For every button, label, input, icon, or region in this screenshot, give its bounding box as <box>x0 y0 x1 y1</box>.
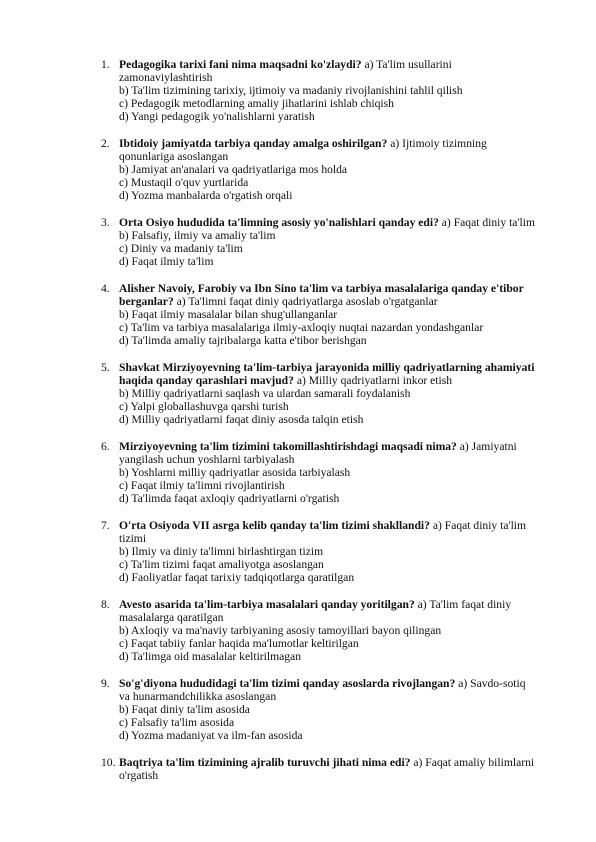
question-stem-line <box>119 453 561 466</box>
question-number: 4. <box>101 282 110 295</box>
answer-option: c) Pedagogik metodlarning amaliy jihatlarini ishlab chiqish <box>119 97 394 110</box>
answer-option: b) Ta'lim tizimining tarixiy, ijtimoiy va madaniy rivojlanishini tahlil qilish <box>119 84 463 97</box>
question-stem-text: masalalarga qaratilgan <box>119 611 224 624</box>
question-stem-line <box>119 611 561 624</box>
question-body <box>119 137 561 202</box>
question-stem-line <box>119 137 561 150</box>
answer-option: b) Faqat diniy ta'lim asosida <box>119 703 250 716</box>
answer-option: d) Yozma manbalarda o'rgatish orqali <box>119 189 293 202</box>
question-stem-bold: Mirziyoyevning ta'lim tizimini takomillashtirishdagi maqsadi nima? <box>119 440 457 453</box>
answer-option: c) Ta'lim va tarbiya masalalariga ilmiy-axloqiy nuqtai nazardan yondashganlar <box>119 321 484 334</box>
answer-option: b) Jamiyat an'analari va qadriyatlariga mos holda <box>119 163 348 176</box>
question-stem-line <box>119 361 561 374</box>
question-stem-text: a) Faqat amaliy bilimlarni <box>410 756 535 769</box>
question-number: 9. <box>101 677 110 690</box>
answer-option: b) Milliy qadriyatlarni saqlash va ulardan samarali foydalanish <box>119 387 411 400</box>
answer-option: c) Ta'lim tizimi faqat amaliyotga asoslangan <box>119 558 324 571</box>
answer-option: d) Faoliyatlar faqat tarixiy tadqiqotlarga qaratilgan <box>119 571 355 584</box>
question-stem-text: a) Faqat diniy ta'lim <box>429 519 527 532</box>
question-stem-bold: Avesto asarida ta'lim-tarbiya masalalari qanday yoritilgan? <box>119 598 415 611</box>
answer-option: d) Faqat ilmiy ta'lim <box>119 255 214 268</box>
question-number: 8. <box>101 598 110 611</box>
question-stem-line <box>119 282 561 295</box>
answer-option: d) Yozma madaniyat va ilm-fan asosida <box>119 729 303 742</box>
question-stem-text: va hunarmandchilikka asoslangan <box>119 690 277 703</box>
question-body <box>119 440 561 505</box>
question-stem-text: qonunlariga asoslangan <box>119 150 229 163</box>
question-stem-line <box>119 756 561 769</box>
question-stem-text: yangilash uchun yoshlarni tarbiyalash <box>119 453 295 466</box>
question-stem-bold: Pedagogika tarixi fani nima maqsadni ko'zlaydi? <box>119 58 362 71</box>
answer-option: b) Ilmiy va diniy ta'limni birlashtirgan tizim <box>119 545 324 558</box>
question-body <box>119 598 561 663</box>
question-number: 3. <box>101 216 110 229</box>
answer-option: c) Faqat tabiiy fanlar haqida ma'lumotlar keltirilgan <box>119 637 359 650</box>
question-stem-bold: berganlar? <box>119 295 174 308</box>
question-stem-line <box>119 71 561 84</box>
question-stem-line <box>119 677 561 690</box>
question-stem-bold: O'rta Osiyoda VII asrga kelib qanday ta'lim tizimi shakllandi? <box>119 519 430 532</box>
question-stem-line <box>119 690 561 703</box>
answer-option: d) Ta'limda faqat axloqiy qadriyatlarni o'rgatish <box>119 492 340 505</box>
question-body <box>119 756 561 782</box>
question-stem-text: zamonaviylashtirish <box>119 71 213 84</box>
question-stem-text: a) Savdo-sotiq <box>455 677 526 690</box>
question-stem-bold: Shavkat Mirziyoyevning ta'lim-tarbiya jarayonida milliy qadriyatlarning ahamiyati <box>119 361 535 374</box>
question-stem-line <box>119 58 561 71</box>
question-stem-line <box>119 216 561 229</box>
question-body <box>119 216 561 268</box>
question-stem-bold: Alisher Navoiy, Farobiy va Ibn Sino ta'lim va tarbiya masalalariga qanday e'tibor <box>119 282 524 295</box>
answer-option: d) Ta'limga oid masalalar keltirilmagan <box>119 650 301 663</box>
answer-option: c) Yalpi globallashuvga qarshi turish <box>119 400 289 413</box>
answer-option: d) Milliy qadriyatlarni faqat diniy asosda talqin etish <box>119 413 364 426</box>
question-stem-line <box>119 150 561 163</box>
question-stem-text: o'rgatish <box>119 769 159 782</box>
question-stem-text: a) Ta'lim faqat diniy <box>414 598 512 611</box>
question-stem-line <box>119 598 561 611</box>
answer-option: b) Yoshlarni milliy qadriyatlar asosida tarbiyalash <box>119 466 351 479</box>
answer-option: b) Falsafiy, ilmiy va amaliy ta'lim <box>119 229 276 242</box>
question-body <box>119 519 561 584</box>
question-number: 1. <box>101 58 110 71</box>
question-body <box>119 282 561 347</box>
answer-option: d) Ta'limda amaliy tajribalarga katta e'tibor berishgan <box>119 334 367 347</box>
question-number: 7. <box>101 519 110 532</box>
question-stem-text: tizimi <box>119 532 147 545</box>
question-stem-line <box>119 374 561 387</box>
question-stem-text: a) Ijtimoiy tizimning <box>387 137 487 150</box>
question-stem-text: a) Ta'limni faqat diniy qadriyatlarga asoslab o'rgatganlar <box>173 295 438 308</box>
answer-option: d) Yangi pedagogik yo'nalishlarni yaratish <box>119 110 315 123</box>
question-stem-text: a) Jamiyatni <box>456 440 517 453</box>
question-body <box>119 58 561 123</box>
question-number: 10. <box>101 756 116 769</box>
question-body <box>119 677 561 742</box>
question-stem-line <box>119 440 561 453</box>
question-stem-bold: Baqtriya ta'lim tizimining ajralib turuvchi jihati nima edi? <box>119 756 411 769</box>
question-stem-text: a) Ta'lim usullarini <box>361 58 452 71</box>
question-stem-line <box>119 519 561 532</box>
question-number: 6. <box>101 440 110 453</box>
question-body <box>119 361 561 426</box>
question-stem-bold: Orta Osiyo hududida ta'limning asosiy yo'nalishlari qanday edi? <box>119 216 439 229</box>
question-stem-line <box>119 295 561 308</box>
question-stem-text: a) Faqat diniy ta'lim <box>438 216 535 229</box>
question-stem-line <box>119 769 561 782</box>
answer-option: b) Axloqiy va ma'naviy tarbiyaning asosiy tamoyillari bayon qilingan <box>119 624 442 637</box>
answer-option: c) Mustaqil o'quv yurtlarida <box>119 176 249 189</box>
answer-option: c) Faqat ilmiy ta'limni rivojlantirish <box>119 479 285 492</box>
question-stem-text: a) Milliy qadriyatlarni inkor etish <box>293 374 453 387</box>
question-number: 5. <box>101 361 110 374</box>
question-stem-bold: So'g'diyona hududidagi ta'lim tizimi qanday asoslarda rivojlangan? <box>119 677 456 690</box>
question-stem-line <box>119 532 561 545</box>
answer-option: b) Faqat ilmiy masalalar bilan shug'ullanganlar <box>119 308 338 321</box>
answer-option: c) Diniy va madaniy ta'lim <box>119 242 243 255</box>
question-stem-bold: Ibtidoiy jamiyatda tarbiya qanday amalga oshirilgan? <box>119 137 388 150</box>
answer-option: c) Falsafiy ta'lim asosida <box>119 716 235 729</box>
question-number: 2. <box>101 137 110 150</box>
question-stem-bold: haqida qanday qarashlari mavjud? <box>119 374 294 387</box>
